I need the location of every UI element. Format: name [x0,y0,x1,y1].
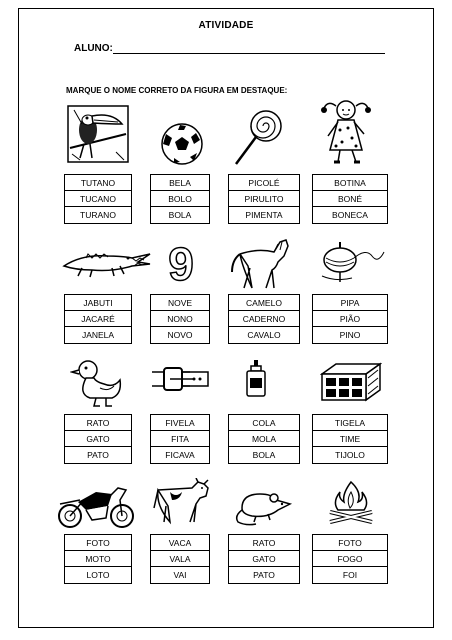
option-16-2[interactable]: FOGO [313,551,387,567]
option-box-6 [150,294,210,344]
option-box-3 [228,174,300,224]
option-4-2[interactable]: BONÉ [313,191,387,207]
option-4-1[interactable]: BOTINA [313,175,387,191]
option-9-2[interactable]: GATO [65,431,131,447]
option-14-1[interactable]: VACA [151,535,209,551]
option-13-2[interactable]: MOTO [65,551,131,567]
option-box-8 [312,294,388,344]
option-8-2[interactable]: PIÃO [313,311,387,327]
option-11-2[interactable]: MOLA [229,431,299,447]
option-14-2[interactable]: VALA [151,551,209,567]
option-4-3[interactable]: BONECA [332,210,368,220]
toucan-icon [66,104,130,164]
option-16-1[interactable]: FOTO [313,535,387,551]
brick-icon [320,360,382,402]
option-box-15 [228,534,300,584]
option-box-14 [150,534,210,584]
option-box-13 [64,534,132,584]
option-box-9 [64,414,132,464]
option-3-1[interactable]: PICOLÉ [229,175,299,191]
student-name-line [113,53,385,54]
option-3-3[interactable]: PIMENTA [245,210,283,220]
option-12-1[interactable]: TIGELA [313,415,387,431]
motorcycle-icon [56,480,136,530]
option-box-12 [312,414,388,464]
option-1-1[interactable]: TUTANO [65,175,131,191]
option-6-2[interactable]: NONO [151,311,209,327]
option-12-2[interactable]: TIME [313,431,387,447]
glue-bottle-icon [244,358,268,398]
option-2-1[interactable]: BELA [151,175,209,191]
campfire-icon [326,478,376,524]
horse-icon [228,234,294,292]
option-7-1[interactable]: CAMELO [229,295,299,311]
option-9-1[interactable]: RATO [65,415,131,431]
option-2-3[interactable]: BOLA [168,210,192,220]
option-5-3[interactable]: JANELA [81,330,115,340]
option-box-11 [228,414,300,464]
option-15-2[interactable]: GATO [229,551,299,567]
cow-icon [152,478,212,526]
option-2-2[interactable]: BOLO [151,191,209,207]
option-10-2[interactable]: FITA [151,431,209,447]
alligator-icon [62,244,152,280]
rat-icon [232,484,294,526]
soccer-ball-icon [160,122,204,166]
option-7-2[interactable]: CADERNO [229,311,299,327]
option-box-16 [312,534,388,584]
option-5-1[interactable]: JABUTI [65,295,131,311]
option-11-1[interactable]: COLA [229,415,299,431]
option-13-1[interactable]: FOTO [65,535,131,551]
option-15-3[interactable]: PATO [253,570,275,580]
number-nine-icon [164,240,198,286]
option-6-1[interactable]: NOVE [151,295,209,311]
option-6-3[interactable]: NOVO [167,330,193,340]
option-12-3[interactable]: TIJOLO [335,450,365,460]
option-box-1 [64,174,132,224]
instruction-text: MARQUE O NOME CORRETO DA FIGURA EM DESTAQUE: [66,86,288,95]
spinning-top-icon [318,238,388,288]
option-1-3[interactable]: TURANO [80,210,116,220]
doll-icon [318,96,374,170]
svg-text:9: 9 [168,240,194,286]
option-10-1[interactable]: FIVELA [151,415,209,431]
option-8-1[interactable]: PIPA [313,295,387,311]
option-box-2 [150,174,210,224]
option-13-3[interactable]: LOTO [86,570,110,580]
option-11-3[interactable]: BOLA [252,450,276,460]
student-name-label: ALUNO: [74,43,113,54]
duck-icon [70,358,126,410]
option-7-3[interactable]: CAVALO [247,330,281,340]
worksheet-title: ATIVIDADE [198,20,254,31]
option-9-3[interactable]: PATO [87,450,109,460]
option-box-5 [64,294,132,344]
option-8-3[interactable]: PINO [339,330,361,340]
option-16-3[interactable]: FOI [342,570,358,580]
belt-buckle-icon [150,364,210,394]
option-5-2[interactable]: JACARÉ [65,311,131,327]
option-3-2[interactable]: PIRULITO [229,191,299,207]
option-14-3[interactable]: VAI [173,570,187,580]
option-box-10 [150,414,210,464]
option-box-7 [228,294,300,344]
option-box-4 [312,174,388,224]
option-10-3[interactable]: FICAVA [165,450,195,460]
lollipop-icon [232,106,288,168]
option-1-2[interactable]: TUCANO [65,191,131,207]
option-15-1[interactable]: RATO [229,535,299,551]
